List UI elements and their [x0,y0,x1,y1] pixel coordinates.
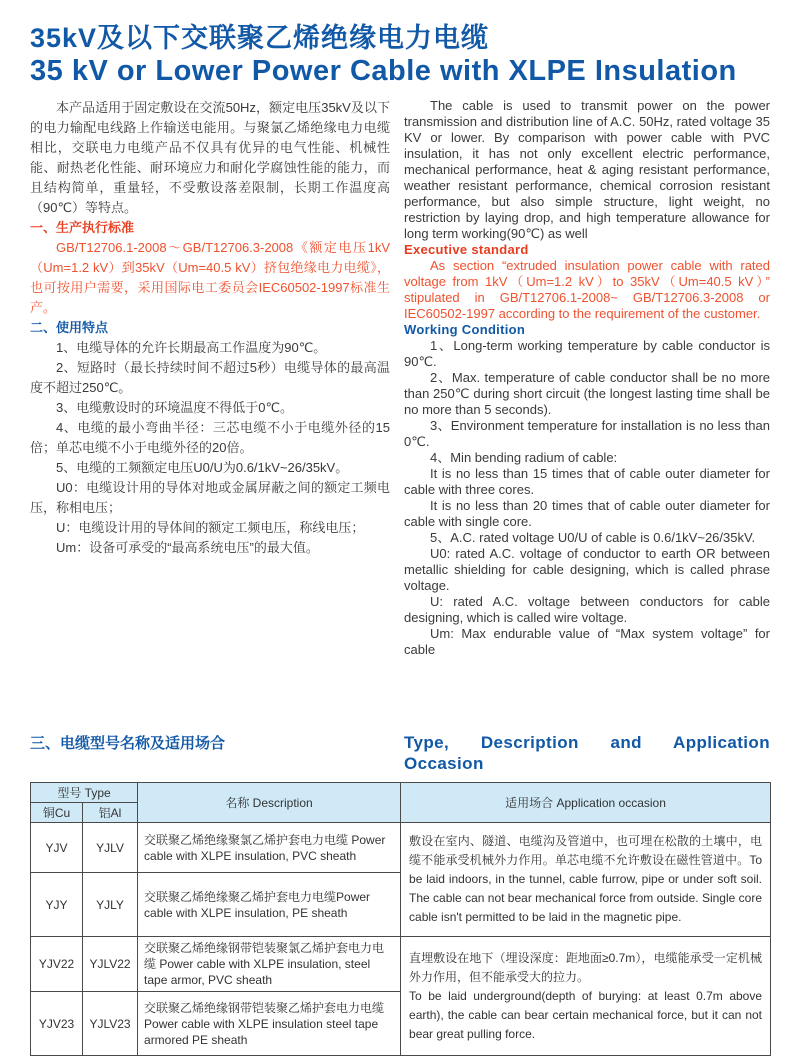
name-zh: 交联聚乙烯绝缘钢带铠装聚氯乙烯护套电力电缆 [144,941,385,971]
two-column-body [30,98,770,726]
col-header-application: 适用场合 Application occasion [401,783,771,823]
name-zh: 交联聚乙烯绝缘聚乙烯护套电力电缆 [144,889,337,904]
type-al-cell: YJLV [83,823,138,873]
section3-heading-row [30,732,770,774]
type-al-cell: YJLY [83,873,138,937]
type-cu-cell: YJV22 [31,937,83,992]
name-cell [138,937,401,992]
application-en: To be laid underground(depth of burying: at least 0.7m above earth), the cable can bear certain mechanical force, but it can not bear great pulling force. [409,988,763,1041]
name-en: Power cable with XLPE insulation steel tape armored PE sheath [144,1016,379,1047]
name-en: Power cable with XLPE insulation, PE sheath [144,889,371,920]
type-cu-cell: YJY [31,873,83,937]
table-row [31,937,771,992]
cable-type-table [30,782,771,1056]
section-heading-features-zh: 二、使用特点 [30,320,109,335]
intro-paragraph-en: The cable is used to transmit power on the power transmission and distribution line of A.C. 50Hz, rated voltage 35 KV or lower. By comparison with power cable with PVC insulation, it has not only excellent electric performance, mechanical performance, heat & aging resistant performance, weather resistant performance, chemical corrosion resistant performance, but also simple structure, light weight, no restriction by laying drop, and high temperature allowance for long term working(90℃) as well [404,98,770,241]
working-item-en: 1、Long-term working temperature by cable conductor is 90℃. [404,338,770,369]
name-cell [138,992,401,1056]
intro-paragraph-zh: 本产品适用于固定敷设在交流50Hz，额定电压35kV及以下的电力输配电线路上作输送电能用。与聚氯乙烯绝缘电力电缆相比，交联电力电缆产品不仅具有优异的电气性能、机械性能、耐热老化性能、耐环境应力和耐化学腐蚀性能的能力，而且结构简单，重量轻，不受敷设落差限制，长期工作温度高（90℃）等特点。 [30,100,390,215]
application-zh: 敷设在室内、隧道、电缆沟及管道中，也可埋在松散的土壤中，电缆不能承受机械外力作用。单芯电缆不允许敷设在磁性管道中。 [409,834,763,867]
voltage-note-zh: U：电缆设计用的导体间的额定工频电压，称线电压； [56,520,365,535]
name-cell [138,873,401,937]
standard-paragraph-en: As section “extruded insulation power cable with rated voltage from 1kV（Um=1.2 kV）to 35kV（Um=40.5 kV）” stipulated in GB/T12706.1-2008~ GB/T12706.3-2008 or IEC60502-1997 according to the requirement of the customer. [404,258,770,321]
type-cu-cell: YJV [31,823,83,873]
application-zh: 直埋敷设在地下（埋设深度：距地面≥0.7m），电缆能承受一定机械外力作用，但不能承受大的拉力。 [409,950,763,984]
section-heading-working-en: Working Condition [404,322,526,337]
name-cell [138,823,401,873]
voltage-note-zh: Um：设备可承受的“最高系统电压”的最大值。 [56,540,319,555]
working-item-en: U: rated A.C. voltage between conductors for cable designing, which is called wire voltage. [404,594,770,625]
working-item-en: 5、A.C. rated voltage U0/U of cable is 0.6/1kV~26/35kV. [430,530,756,545]
section-heading-standard-en: Executive standard [404,242,529,257]
col-header-copper: 铜Cu [31,803,83,823]
section-heading-standard-zh: 一、生产执行标准 [30,220,135,235]
working-item-en: 2、Max. temperature of cable conductor shall be no more than 250℃ during short circuit (the longest lasting time shall be no more than 5 seconds). [404,370,770,417]
name-en: Power cable with XLPE insulation, steel tape armor, PVC sheath [144,957,371,987]
application-en: To be laid indoors, in the tunnel, cable furrow, pipe or under soft soil. The cable can not bear mechanical force from outside. Single core cable isn't permitted to be laid in the magnetic pipe. [409,853,763,924]
col-header-type: 型号 Type [31,783,138,803]
application-cell [401,823,771,937]
working-item-en: 3、Environment temperature for installation is no less than 0℃. [404,418,770,449]
name-en: Power cable with XLPE insulation, PVC sheath [144,832,386,863]
page-title-zh: 35kV及以下交联聚乙烯绝缘电力电缆 [30,23,490,53]
application-cell [401,937,771,1056]
col-header-name: 名称 Description [138,783,401,823]
working-item-en: It is no less than 20 times that of cable outer diameter for cable with single core. [404,498,770,529]
table-row [31,823,771,873]
type-cu-cell: YJV23 [31,992,83,1056]
col-header-aluminium: 铝Al [83,803,138,823]
working-item-en: U0: rated A.C. voltage of conductor to earth OR between metallic shielding for cable designing, which is called phrase voltage. [404,546,770,593]
name-zh: 交联聚乙烯绝缘钢带铠装聚乙烯护套电力电缆 [144,1000,385,1015]
standard-paragraph-zh: GB/T12706.1-2008～GB/T12706.3-2008《额定电压1kV（Um=1.2 kV）到35kV（Um=40.5 kV）挤包绝缘电力电缆》，也可按用户需要，采用国际电工委员会IEC60502-1997标准生产。 [30,240,390,315]
name-zh: 交联聚乙烯绝缘聚氯乙烯护套电力电缆 [144,832,349,847]
type-al-cell: YJLV22 [83,937,138,992]
working-item-en: Um: Max endurable value of “Max system voltage” for cable [404,626,770,657]
feature-item-zh: 1、电缆导体的允许长期最高工作温度为90℃。 [56,340,327,355]
feature-item-zh: 5、电缆的工频额定电压U0/U为0.6/1kV~26/35kV。 [56,460,349,475]
section-heading-type-zh: 三、电缆型号名称及适用场合 [30,735,226,752]
type-al-cell: YJLV23 [83,992,138,1056]
feature-item-zh: 3、电缆敷设时的环境温度不得低于0℃。 [56,400,294,415]
feature-item-zh: 4、电缆的最小弯曲半径：三芯电缆不小于电缆外径的15倍；单芯电缆不小于电缆外径的20倍。 [30,420,390,455]
voltage-note-zh: U0：电缆设计用的导体对地或金属屏蔽之间的额定工频电压，称相电压； [30,480,390,515]
working-item-en: It is no less than 15 times that of cable outer diameter for cable with three cores. [404,466,770,497]
left-column-chinese [30,98,390,726]
working-item-en: 4、Min bending radium of cable: [430,450,618,465]
page-title-en: 35 kV or Lower Power Cable with XLPE Insulation [30,55,737,87]
right-column-english [404,98,770,726]
section-heading-type-en: Type, Description and Application Occasion [404,733,770,773]
feature-item-zh: 2、短路时（最长持续时间不超过5秒）电缆导体的最高温度不超过250℃。 [30,360,390,395]
